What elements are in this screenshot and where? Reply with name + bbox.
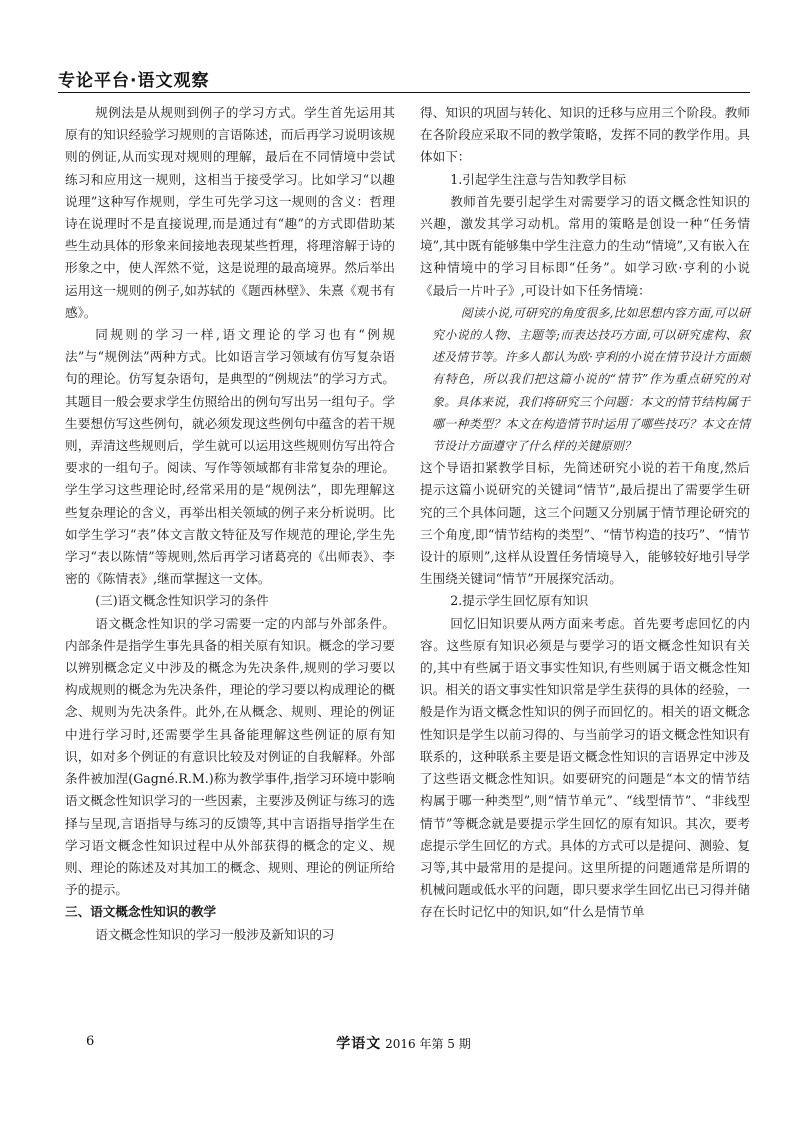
right-paragraph: 回忆旧知识要从两方面来考虑。首先要考虑回忆的内容。这些原有知识必须是与要学习的语文概念性知识有关的,其中有些属于语文事实性知识,有些则属于语文概念性知识。相关的语文事实性知识常是学生获得的具体的经验，一般是作为语文概念性知识的例子而回忆的。相关的语文概念性知识是学生以前习得的、与当前学习的语文概念性知识有联系的，这种联系主要是语文概念性知识的言语界定中涉及了这些语文概念性知识。如要研究的问题是“本文的情节结构属于哪一种类型”,则“情节单元”、“线型情节”、“非线型情节”等概念就是要提示学生回忆的原有知识。其次，要考虑提示学生回忆的方式。具体的方式可以是提问、测验、复习等,其中最常用的是提问。这里所提的问题通常是所谓的机械问题或低水平的问题，即只要求学生回忆出已习得并储存在长时记忆中的知识,如“什么是情节单 bbox=[420, 615, 750, 920]
left-column bbox=[65, 102, 395, 946]
journal-name: 学语文 bbox=[336, 1036, 382, 1052]
left-paragraph: 规例法是从规则到例子的学习方式。学生首先运用其原有的知识经验学习规则的言语陈述，而后再学习说明该规则的例证,从而实现对规则的理解，最后在不同情境中尝试练习和应用这一规则，这相当于接受学习。比如学习“以趣说理”这种写作规则，学生可先学习这一规则的含义：哲理诗在说理时不是直接说理,而是通过有“趣”的方式即借助某些生动具体的形象来间接地表现某些哲理，将理溶解于诗的形象之中，使人浑然不觉，这是说理的最高境界。然后举出运用这一规则的例子,如苏轼的《题西林壁》、朱熹《观书有感》。 bbox=[65, 105, 395, 320]
right-paragraph: 得、知识的巩固与转化、知识的迁移与应用三个阶段。教师在各阶段应采取不同的教学策略，发挥不同的教学作用。具体如下： bbox=[420, 105, 750, 165]
left-section-heading: 三、语文概念性知识的教学 bbox=[65, 904, 217, 920]
left-paragraph: 语文概念性知识的学习一般涉及新知识的习 bbox=[95, 926, 335, 942]
page-header-title: 专论平台·语文观察 bbox=[58, 71, 210, 91]
right-section-heading: 1.引起学生注意与告知教学目标 bbox=[450, 171, 626, 187]
journal-footer bbox=[0, 1033, 807, 1053]
header-divider bbox=[58, 92, 750, 93]
journal-issue: 2016 年第 5 期 bbox=[385, 1037, 471, 1051]
right-paragraph: 教师首先要引起学生对需要学习的语文概念性知识的兴趣，激发其学习动机。常用的策略是创设一种“任务情境”,其中既有能够集中学生注意力的生动“情境”,又有嵌入在这种情境中的学习目标即“任务”。如学习欧·亨利的小说《最后一片叶子》,可设计如下任务情境： bbox=[420, 193, 750, 298]
right-block-quote: 阅读小说,可研究的角度很多,比如思想内容方面,可以研究小说的人物、主题等;而表达技巧方面,可以研究虚构、叙述及情节等。许多人都认为欧·亨利的小说在情节设计方面颇有特色，所以我们把这篇小说的“情节”作为重点研究的对象。具体来说，我们将研究三个问题：本文的情节结构属于哪一种类型？本文在构造情节时运用了哪些技巧？本文在情节设计方面遵守了什么样的关键原则？ bbox=[432, 305, 750, 454]
right-column bbox=[420, 102, 750, 924]
page-number: 6 bbox=[86, 1034, 95, 1049]
left-paragraph: 同规则的学习一样,语文理论的学习也有“例规法”与“规例法”两种方式。比如语言学习领域有仿写复杂语句的理论。仿写复杂语句，是典型的“例规法”的学习方式。其题目一般会要求学生仿照给出的例句写出另一组句子。学生要想仿写这些例句，就必须发现这些例句中蕴含的若干规则，弄清这些规则后，学生就可以运用这些规则仿写出符合要求的一组句子。阅读、写作等领域都有非常复杂的理论。学生学习这些理论时,经常采用的是“规例法”，即先理解这些复杂理论的含义，再举出相关领域的例子来分析说明。比如学生学习“表”体文言散文特征及写作规范的理论,学生先学习“表以陈情”等规则,然后再学习诸葛亮的《出师表》、李密的《陈情表》,继而掌握这一文体。 bbox=[65, 327, 395, 587]
left-paragraph: 语文概念性知识的学习需要一定的内部与外部条件。内部条件是指学生事先具备的相关原有知识。概念的学习要以辨别概念定义中涉及的概念为先决条件,规则的学习要以构成规则的概念为先决条件，理论的学习要以构成理论的概念、规则为先决条件。此外,在从概念、规则、理论的例证中进行学习时,还需要学生具备能理解这些例证的原有知识，如对多个例证的有意识比较及对例证的自我解释。外部条件被加涅(Gagné.R.M.)称为教学事件,指学习环境中影响语文概念性知识学习的一些因素，主要涉及例证与练习的选择与呈现,言语指导与练习的反馈等,其中言语指导指学生在学习语文概念性知识过程中从外部获得的概念的定义、规则、理论的陈述及对其加工的概念、规则、理论的例证所给予的提示。 bbox=[65, 615, 395, 898]
right-section-heading: 2.提示学生回忆原有知识 bbox=[450, 593, 589, 609]
left-section-heading: (三)语文概念性知识学习的条件 bbox=[95, 593, 269, 609]
right-paragraph: 这个导语扣紧教学目标，先简述研究小说的若干角度,然后提示这篇小说研究的关键词“情节”,最后提出了需要学生研究的三个具体问题，这三个问题又分别属于情节理论研究的三个角度,即“情节结构的类型”、“情节构造的技巧”、“情节设计的原则”,这样从设置任务情境导入，能够较好地引导学生围绕关键词“情节”开展探究活动。 bbox=[420, 460, 750, 587]
